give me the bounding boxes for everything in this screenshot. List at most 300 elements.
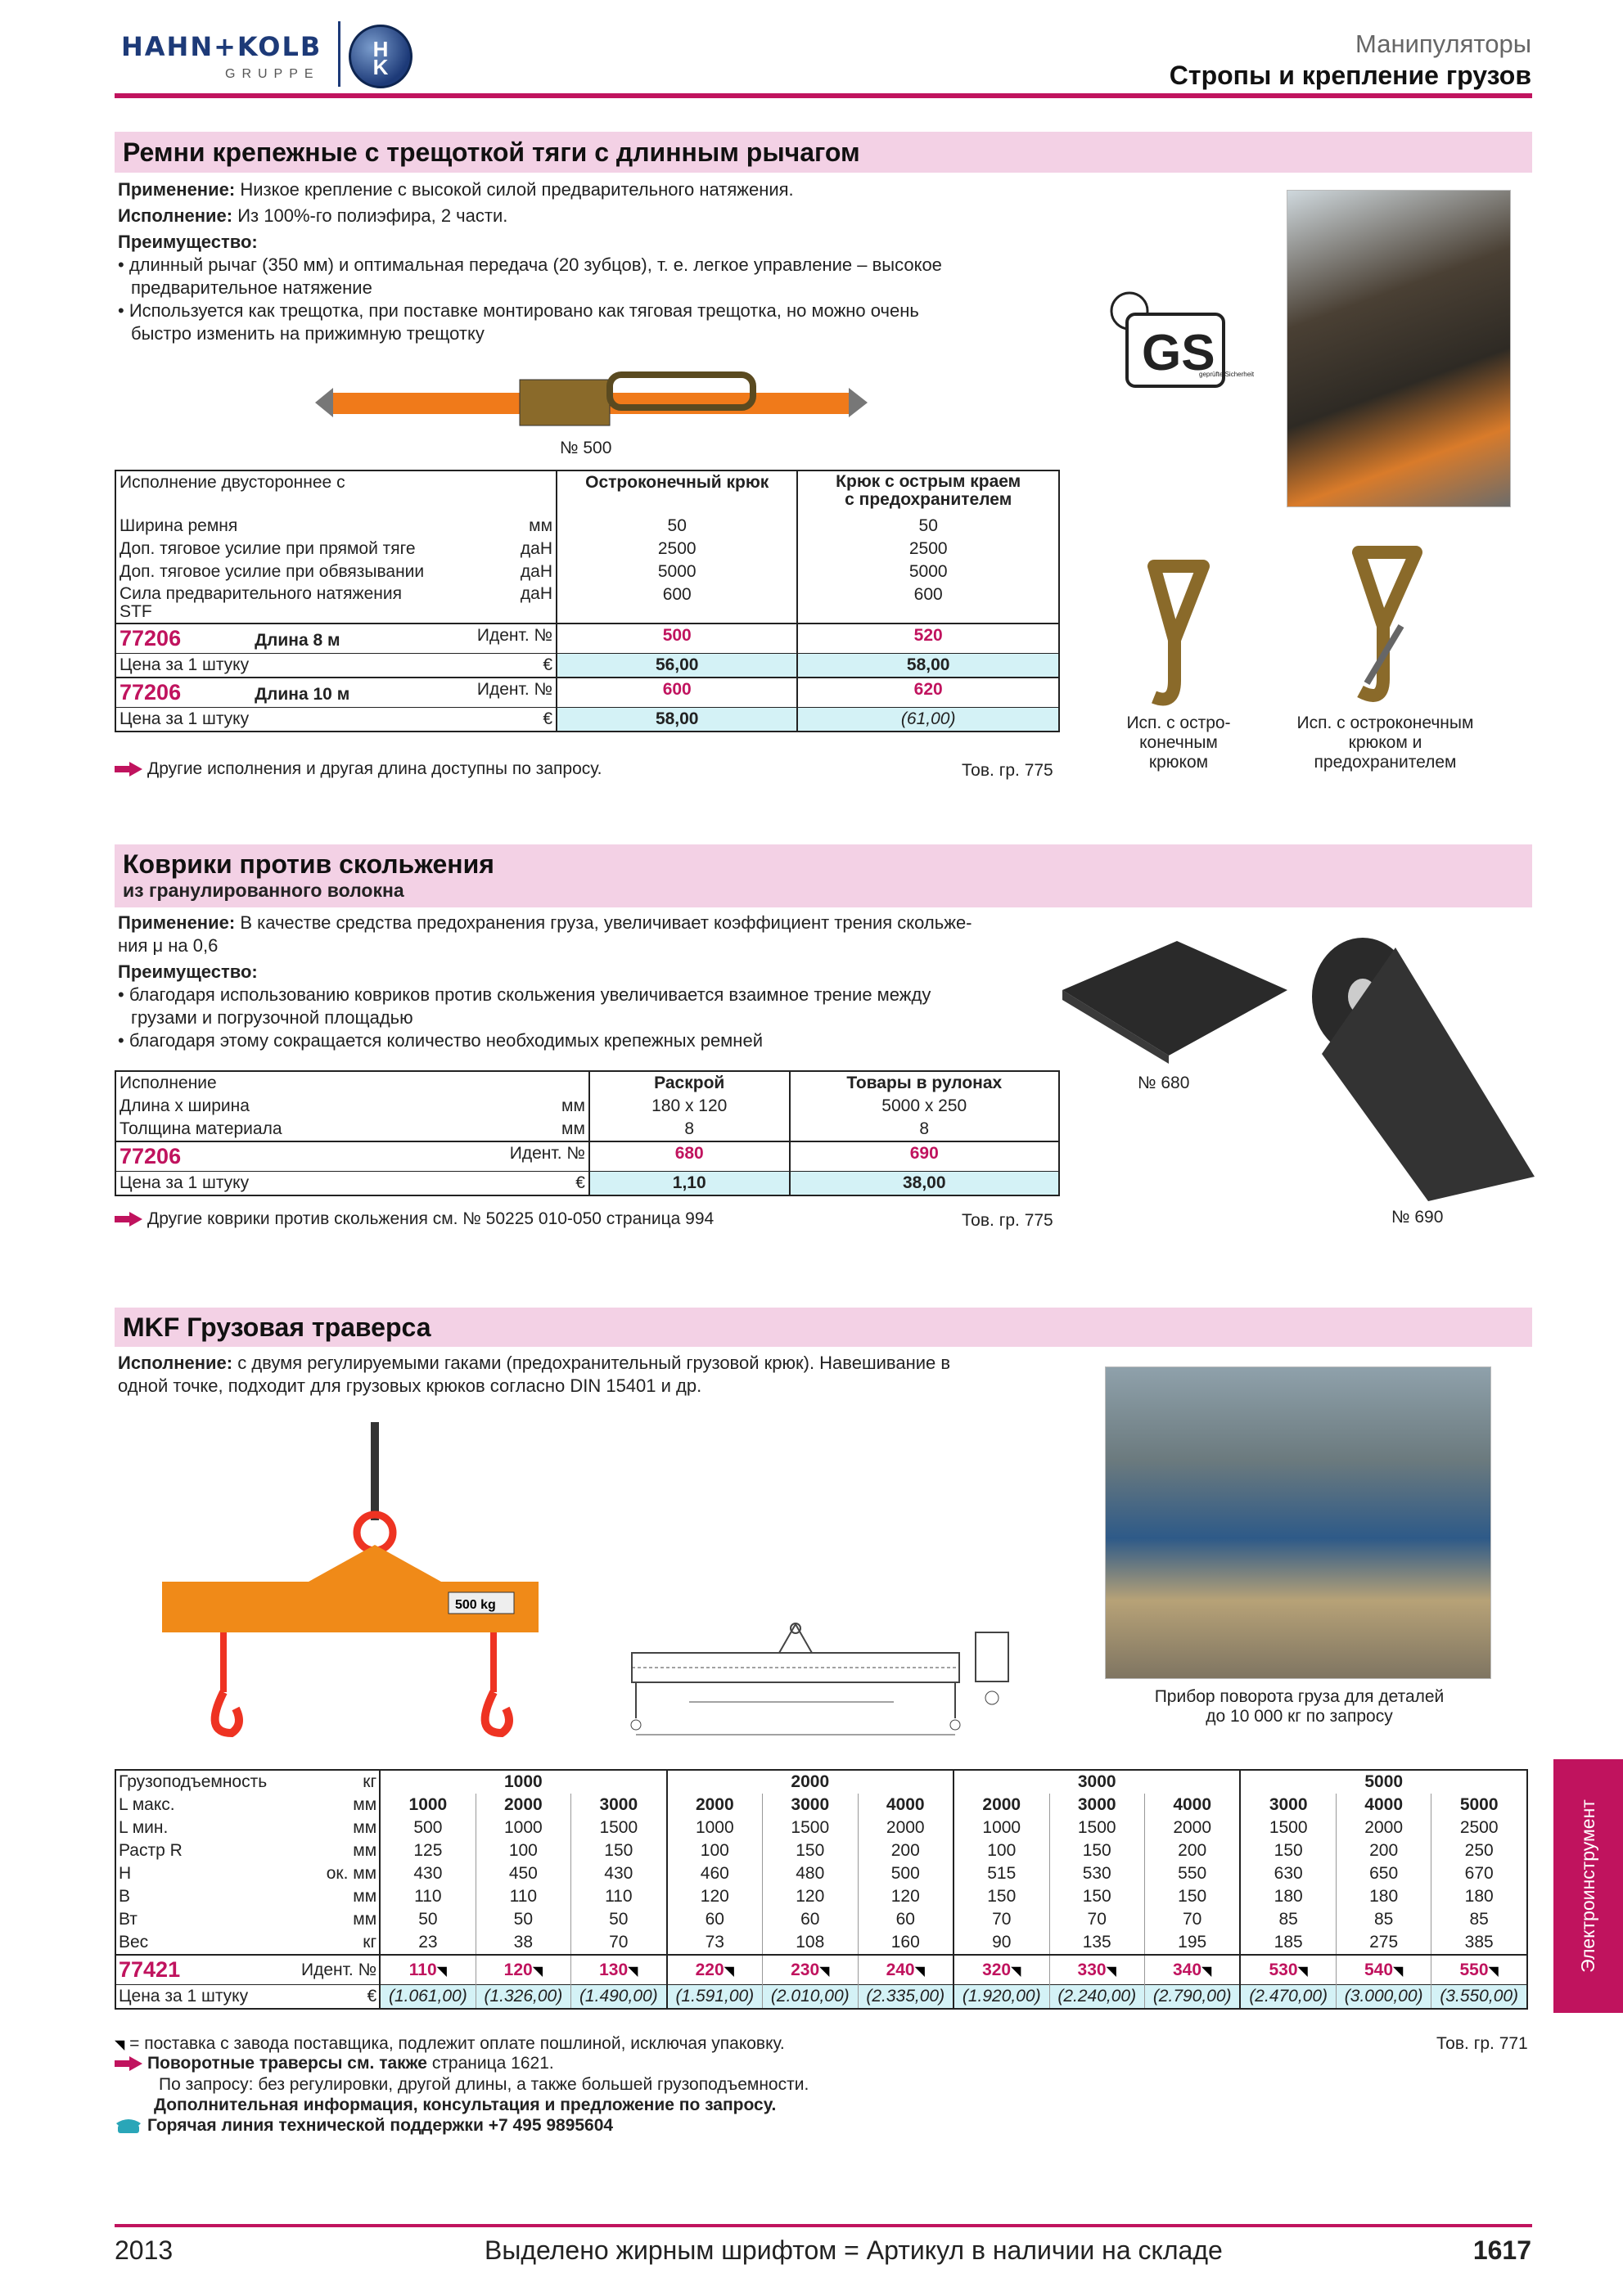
cell: 630 xyxy=(1240,1862,1336,1885)
strap-caption: № 500 xyxy=(560,439,612,457)
bullet: • длинный рычаг (350 мм) и оптимальная передача (20 зубцов), т. е. легкое управление – высокое xyxy=(118,254,942,275)
bullet-cont: быстро изменить на прижимную трещотку xyxy=(131,323,485,344)
unit: кг xyxy=(363,1772,377,1791)
cell: 5000 xyxy=(1431,1794,1527,1817)
label: Применение: xyxy=(118,912,236,933)
section-description xyxy=(118,1352,1059,1398)
table-row xyxy=(115,1794,1527,1817)
cell: 50 xyxy=(557,515,797,538)
cell: 1500 xyxy=(571,1817,667,1839)
unit: мм xyxy=(529,516,553,535)
ident-cell[interactable] xyxy=(571,1955,667,1985)
note-line xyxy=(115,2054,554,2073)
note-line xyxy=(115,1209,714,1229)
product-group: Тов. гр. 775 xyxy=(962,761,1053,780)
price: (1.591,00) xyxy=(667,1985,763,2010)
table-header-row xyxy=(115,1071,1059,1095)
cell: 50 xyxy=(380,1908,476,1931)
cell: 70 xyxy=(571,1931,667,1955)
cell: 3000 xyxy=(1049,1794,1144,1817)
article-row xyxy=(115,624,1059,654)
table-row xyxy=(115,1862,1527,1885)
length-label: Длина 10 м xyxy=(255,685,350,704)
side-category-tab[interactable] xyxy=(1553,1759,1623,2013)
section-band-traverse xyxy=(115,1308,1532,1347)
pointed-hook-image xyxy=(1129,550,1224,714)
cell: 1000 xyxy=(954,1817,1049,1839)
cell: 670 xyxy=(1431,1862,1527,1885)
ident-cell[interactable] xyxy=(380,1955,476,1985)
mat-690-caption: № 690 xyxy=(1391,1208,1444,1227)
mat-spec-table xyxy=(115,1070,1060,1196)
price: (2.790,00) xyxy=(1144,1985,1240,2010)
price: 58,00 xyxy=(797,654,1059,678)
row-label: L макс. xyxy=(119,1795,175,1814)
note-bold: Поворотные траверсы см. также xyxy=(147,2054,427,2073)
note-text[interactable]: страница 1621. xyxy=(431,2054,554,2073)
phone-icon xyxy=(115,2118,142,2133)
text: ния μ на 0,6 xyxy=(118,935,219,956)
row-label: Ширина ремня xyxy=(119,516,238,535)
unit: мм xyxy=(353,1841,377,1860)
cell: 100 xyxy=(476,1839,570,1862)
cell: 50 xyxy=(797,515,1059,538)
ident-number[interactable]: 130 xyxy=(599,1960,629,1979)
price: (61,00) xyxy=(797,708,1059,732)
gs-certification-icon xyxy=(1101,288,1255,390)
cell: 3000 xyxy=(763,1794,858,1817)
cell: 180 xyxy=(1431,1885,1527,1908)
cell: 5000 xyxy=(557,560,797,583)
bullet-cont: предварительное натяжение xyxy=(131,277,372,298)
cell: 120 xyxy=(667,1885,763,1908)
cell: 180 xyxy=(1336,1885,1431,1908)
ident-number[interactable]: 620 xyxy=(797,678,1059,708)
header-subcategory: Стропы и крепление грузов xyxy=(1169,61,1531,90)
price: 38,00 xyxy=(790,1172,1059,1196)
header-cell: Раскрой xyxy=(589,1071,790,1095)
cell: 2000 xyxy=(667,1794,763,1817)
ident-number[interactable]: 600 xyxy=(557,678,797,708)
capacity-group: 5000 xyxy=(1240,1770,1527,1794)
pointed-hook-safety-image xyxy=(1334,536,1440,712)
row-label: B xyxy=(119,1887,131,1906)
page-number: 1617 xyxy=(1472,2235,1531,2265)
cell: 1500 xyxy=(763,1817,858,1839)
text: Низкое крепление с высокой силой предварительного натяжения. xyxy=(240,179,794,200)
row-label: Растр R xyxy=(119,1841,183,1860)
ident-number[interactable]: 120 xyxy=(503,1960,533,1979)
price-row xyxy=(115,1172,1059,1196)
price: (1.490,00) xyxy=(571,1985,667,2010)
capacity-group: 1000 xyxy=(380,1770,666,1794)
workshop-photo xyxy=(1105,1366,1491,1679)
row-label: Вес xyxy=(119,1933,149,1952)
cell: 70 xyxy=(1049,1908,1144,1931)
hook2-caption: Исп. с остроконечным крюком и предохранителем xyxy=(1296,714,1474,772)
cell: 600 xyxy=(797,583,1059,624)
table-row xyxy=(115,1839,1527,1862)
currency: € xyxy=(543,655,553,674)
cell: 480 xyxy=(763,1862,858,1885)
section-band-mats xyxy=(115,844,1532,907)
section-title: Коврики против скольжения xyxy=(123,849,494,879)
unit: мм xyxy=(353,1818,377,1837)
unit: мм xyxy=(353,1887,377,1906)
ident-cell[interactable] xyxy=(858,1955,954,1985)
article-number: 77206 xyxy=(119,626,182,651)
ident-number[interactable]: 680 xyxy=(589,1141,790,1172)
product-group: Тов. гр. 771 xyxy=(1436,2034,1528,2053)
currency: € xyxy=(299,1985,380,2010)
factory-delivery-icon: ◥ xyxy=(628,1964,638,1979)
price-label: Цена за 1 штуку xyxy=(119,709,250,728)
cell: 5000 xyxy=(797,560,1059,583)
currency: € xyxy=(575,1173,585,1192)
cell: 120 xyxy=(763,1885,858,1908)
product-group: Тов. гр. 775 xyxy=(962,1211,1053,1230)
currency: € xyxy=(543,709,553,728)
ident-cell[interactable] xyxy=(476,1955,570,1985)
photo-caption: Прибор поворота груза для деталей до 10 000 кг по запросу xyxy=(1154,1687,1445,1726)
note-line xyxy=(115,2116,613,2136)
label: Применение: xyxy=(118,179,236,200)
price: 56,00 xyxy=(557,654,797,678)
cell: 60 xyxy=(858,1908,954,1931)
cell: 85 xyxy=(1336,1908,1431,1931)
ident-cell[interactable] xyxy=(763,1955,858,1985)
cell: 650 xyxy=(1336,1862,1431,1885)
table-row xyxy=(115,1118,1059,1141)
truck-load-photo xyxy=(1287,190,1511,507)
cell: 2000 xyxy=(1144,1817,1240,1839)
unit: мм xyxy=(353,1795,377,1814)
cell: 2000 xyxy=(954,1794,1049,1817)
mat-680-caption: № 680 xyxy=(1138,1074,1190,1092)
cell: 2000 xyxy=(858,1817,954,1839)
price: (1.326,00) xyxy=(476,1985,570,2010)
length-label: Длина 8 м xyxy=(255,631,340,650)
cell: 1500 xyxy=(1240,1817,1336,1839)
cell: 100 xyxy=(954,1839,1049,1862)
ident-number[interactable]: 520 xyxy=(797,624,1059,654)
cell: 4000 xyxy=(858,1794,954,1817)
cell: 70 xyxy=(954,1908,1049,1931)
ident-cell[interactable] xyxy=(1240,1955,1336,1985)
unit: мм xyxy=(561,1119,585,1138)
bullet: • благодаря использованию ковриков против скольжения увеличивается взаимное трение между xyxy=(118,984,931,1005)
arrow-right-icon xyxy=(115,1212,142,1227)
article-number: 77421 xyxy=(119,1957,181,1982)
note-text: = поставка с завода поставщика, подлежит оплате пошлиной, исключая упаковку. xyxy=(129,2034,785,2053)
price: (1.061,00) xyxy=(380,1985,476,2010)
cell: 200 xyxy=(1144,1839,1240,1862)
ident-number[interactable]: 500 xyxy=(557,624,797,654)
logo-wordmark: HAHN+KOLB xyxy=(121,31,322,62)
footer-year: 2013 xyxy=(115,2235,174,2265)
unit: мм xyxy=(353,1910,377,1929)
ident-cell[interactable] xyxy=(954,1955,1049,1985)
table-row xyxy=(115,1931,1527,1955)
row-label: Грузоподъемность xyxy=(119,1772,268,1791)
factory-delivery-icon: ◥ xyxy=(819,1964,830,1979)
factory-delivery-icon: ◥ xyxy=(724,1964,734,1979)
note-text: Другие исполнения и другая длина доступны по запросу. xyxy=(147,759,602,778)
header-cell: Исполнение xyxy=(119,1074,217,1092)
ident-cell[interactable] xyxy=(1049,1955,1144,1985)
logo-separator xyxy=(338,21,340,87)
ident-number[interactable]: 540 xyxy=(1364,1960,1394,1979)
ident-number[interactable]: 530 xyxy=(1269,1960,1298,1979)
article-cell xyxy=(115,1955,299,1985)
factory-delivery-icon: ◥ xyxy=(1011,1964,1021,1979)
header-rule xyxy=(115,93,1532,98)
cell: 100 xyxy=(667,1839,763,1862)
factory-delivery-icon: ◥ xyxy=(1106,1964,1116,1979)
factory-delivery-icon: ◥ xyxy=(1488,1964,1499,1979)
row-label: Сила предварительного натяжения STF xyxy=(119,584,402,621)
article-row xyxy=(115,1955,1527,1985)
ident-label: Идент. № xyxy=(476,626,553,645)
cell: 8 xyxy=(790,1118,1059,1141)
cell: 460 xyxy=(667,1862,763,1885)
table-row xyxy=(115,515,1059,538)
factory-delivery-icon: ◥ xyxy=(436,1964,447,1979)
ident-number[interactable]: 690 xyxy=(790,1141,1059,1172)
factory-delivery-icon: ◥ xyxy=(914,1964,925,1979)
cell: 4000 xyxy=(1336,1794,1431,1817)
factory-delivery-icon: ◥ xyxy=(1297,1964,1308,1979)
factory-delivery-icon: ◥ xyxy=(1201,1964,1212,1979)
unit: ок. мм xyxy=(326,1864,377,1883)
cell: 2500 xyxy=(1431,1817,1527,1839)
cell: 515 xyxy=(954,1862,1049,1885)
hotline-text: Горячая линия технической поддержки +7 495 9895604 xyxy=(147,2116,614,2135)
cell: 185 xyxy=(1240,1931,1336,1955)
cell: 150 xyxy=(954,1885,1049,1908)
cell: 275 xyxy=(1336,1931,1431,1955)
table-row xyxy=(115,538,1059,560)
header-cell: Исполнение двустороннее с xyxy=(119,473,345,492)
arrow-right-icon xyxy=(115,2056,142,2071)
note-line xyxy=(115,2034,785,2054)
price: 58,00 xyxy=(557,708,797,732)
arrow-right-icon xyxy=(115,762,142,777)
row-label: H xyxy=(119,1864,132,1883)
cell: 450 xyxy=(476,1862,570,1885)
cell: 180 x 120 xyxy=(589,1095,790,1118)
label: Преимущество: xyxy=(118,961,258,982)
cell: 50 xyxy=(476,1908,570,1931)
beam-technical-drawing xyxy=(624,1620,1017,1743)
article-number: 77206 xyxy=(119,680,182,705)
side-tab-label: Электроинструмент xyxy=(1577,1799,1598,1973)
table-header-row xyxy=(115,470,1059,515)
text: В качестве средства предохранения груза, увеличивает коэффициент трения скольже- xyxy=(240,912,972,933)
capacity-row xyxy=(115,1770,1527,1794)
cell: 150 xyxy=(1240,1839,1336,1862)
table-row xyxy=(115,1885,1527,1908)
mat-roll-image xyxy=(1305,931,1539,1205)
ident-label: Идент. № xyxy=(299,1955,380,1985)
ident-number[interactable]: 240 xyxy=(886,1960,915,1979)
ident-number[interactable]: 550 xyxy=(1459,1960,1489,1979)
cell: 108 xyxy=(763,1931,858,1955)
ident-number[interactable]: 320 xyxy=(982,1960,1012,1979)
cell: 110 xyxy=(476,1885,570,1908)
unit: даН xyxy=(520,539,553,558)
ident-label: Идент. № xyxy=(476,680,553,699)
cell: 60 xyxy=(763,1908,858,1931)
article-row xyxy=(115,1141,1059,1172)
gs-label: GS xyxy=(1142,325,1215,381)
cell: 150 xyxy=(763,1839,858,1862)
ident-cell[interactable] xyxy=(1431,1955,1527,1985)
ident-cell[interactable] xyxy=(1336,1955,1431,1985)
hook1-caption: Исп. с остро- конечным крюком xyxy=(1126,714,1231,772)
row-label: Доп. тяговое усилие при обвязывании xyxy=(119,562,425,581)
header-cell: Остроконечный крюк xyxy=(557,470,797,515)
cell: 60 xyxy=(667,1908,763,1931)
cell: 2000 xyxy=(476,1794,570,1817)
cell: 125 xyxy=(380,1839,476,1862)
cell: 110 xyxy=(571,1885,667,1908)
cell: 180 xyxy=(1240,1885,1336,1908)
cell: 430 xyxy=(380,1862,476,1885)
label: Исполнение: xyxy=(118,205,233,226)
capacity-group: 2000 xyxy=(667,1770,954,1794)
cell: 200 xyxy=(858,1839,954,1862)
cell: 150 xyxy=(1144,1885,1240,1908)
cell: 385 xyxy=(1431,1931,1527,1955)
capacity-group: 3000 xyxy=(954,1770,1240,1794)
cell: 500 xyxy=(380,1817,476,1839)
ratchet-spec-table xyxy=(115,470,1060,732)
factory-delivery-icon: ◥ xyxy=(532,1964,543,1979)
cell: 1500 xyxy=(1049,1817,1144,1839)
table-row xyxy=(115,583,1059,624)
gs-sublabel: geprüfte Sicherheit xyxy=(1199,371,1255,378)
price-label: Цена за 1 штуку xyxy=(119,655,250,674)
article-number: 77206 xyxy=(119,1144,182,1168)
cell: 150 xyxy=(571,1839,667,1862)
mat-cut-image xyxy=(1054,933,1292,1064)
row-label: L мин. xyxy=(119,1818,169,1837)
unit: кг xyxy=(363,1933,377,1952)
note-text: Другие коврики против скольжения см. № 50225 010-050 страница 994 xyxy=(147,1209,715,1228)
cell: 2000 xyxy=(1336,1817,1431,1839)
ident-cell[interactable] xyxy=(1144,1955,1240,1985)
factory-delivery-icon: ◥ xyxy=(115,2038,125,2052)
table-row xyxy=(115,1095,1059,1118)
factory-delivery-icon: ◥ xyxy=(1393,1964,1404,1979)
cell: 160 xyxy=(858,1931,954,1955)
bullet: • Используется как трещотка, при поставке монтировано как тяговая трещотка, но можно очень xyxy=(118,300,919,321)
cell: 135 xyxy=(1049,1931,1144,1955)
row-label: Длина х ширина xyxy=(119,1096,250,1115)
ident-number[interactable]: 230 xyxy=(791,1960,820,1979)
ident-number[interactable]: 110 xyxy=(408,1960,437,1979)
logo-subtext: GRUPPE xyxy=(225,67,320,81)
price: 1,10 xyxy=(589,1172,790,1196)
section-subtitle: из гранулированного волокна xyxy=(123,880,404,901)
table-row xyxy=(115,1908,1527,1931)
price-label: Цена за 1 штуку xyxy=(115,1985,299,2010)
note-text: По запросу: без регулировки, другой длины, а также большей грузоподъемности. xyxy=(159,2075,809,2094)
header-category: Манипуляторы xyxy=(1355,29,1531,58)
cell: 3000 xyxy=(1240,1794,1336,1817)
cell: 73 xyxy=(667,1931,763,1955)
cell: 50 xyxy=(571,1908,667,1931)
ident-cell[interactable] xyxy=(667,1955,763,1985)
traverse-spec-table xyxy=(115,1769,1528,2010)
cell: 430 xyxy=(571,1862,667,1885)
text: с двумя регулируемыми гаками (предохранительный грузовой крюк). Навешивание в xyxy=(237,1353,951,1373)
cell: 250 xyxy=(1431,1839,1527,1862)
cell: 150 xyxy=(1049,1839,1144,1862)
cell: 530 xyxy=(1049,1862,1144,1885)
cell: 200 xyxy=(1336,1839,1431,1862)
cell: 4000 xyxy=(1144,1794,1240,1817)
logo-monogram: H K xyxy=(372,37,389,79)
beam-tag: 500 kg xyxy=(455,1598,496,1612)
price-row xyxy=(115,654,1059,678)
cell: 3000 xyxy=(571,1794,667,1817)
cell: 1000 xyxy=(476,1817,570,1839)
price: (1.920,00) xyxy=(954,1985,1049,2010)
section-description xyxy=(118,912,1059,1052)
table-row xyxy=(115,1817,1527,1839)
ident-number[interactable]: 340 xyxy=(1173,1960,1202,1979)
cell: 90 xyxy=(954,1931,1049,1955)
section-description xyxy=(118,178,1100,345)
footer-legend: Выделено жирным шрифтом = Артикул в наличии на складе xyxy=(485,2235,1223,2265)
ratchet-strap-image xyxy=(315,368,868,434)
label: Исполнение: xyxy=(118,1353,233,1373)
footer-rule xyxy=(115,2224,1532,2227)
cell: 500 xyxy=(858,1862,954,1885)
label: Преимущество: xyxy=(118,232,258,252)
unit: даН xyxy=(520,562,553,581)
price: (3.000,00) xyxy=(1336,1985,1431,2010)
cell: 600 xyxy=(557,583,797,624)
cell: 70 xyxy=(1144,1908,1240,1931)
ident-number[interactable]: 220 xyxy=(695,1960,724,1979)
price: (2.010,00) xyxy=(763,1985,858,2010)
row-label: Доп. тяговое усилие при прямой тяге xyxy=(119,539,416,558)
text: одной точке, подходит для грузовых крюков согласно DIN 15401 и др. xyxy=(118,1375,702,1396)
ident-label: Идент. № xyxy=(509,1144,585,1163)
cell: 38 xyxy=(476,1931,570,1955)
text: Из 100%-го полиэфира, 2 части. xyxy=(237,205,508,226)
cell: 120 xyxy=(858,1885,954,1908)
section-title: MKF Грузовая траверса xyxy=(123,1312,431,1342)
ident-number[interactable]: 330 xyxy=(1077,1960,1107,1979)
cell: 8 xyxy=(589,1118,790,1141)
table-row xyxy=(115,560,1059,583)
price: (2.335,00) xyxy=(858,1985,954,2010)
note-text: Дополнительная информация, консультация и предложение по запросу. xyxy=(154,2096,777,2114)
price-label: Цена за 1 штуку xyxy=(119,1173,250,1192)
cell: 2500 xyxy=(557,538,797,560)
row-label: Вт xyxy=(119,1910,138,1929)
unit: мм xyxy=(561,1096,585,1115)
section-band-ratchet xyxy=(115,132,1532,173)
cell: 110 xyxy=(380,1885,476,1908)
price: (2.240,00) xyxy=(1049,1985,1144,2010)
price-row xyxy=(115,708,1059,732)
cell: 5000 x 250 xyxy=(790,1095,1059,1118)
